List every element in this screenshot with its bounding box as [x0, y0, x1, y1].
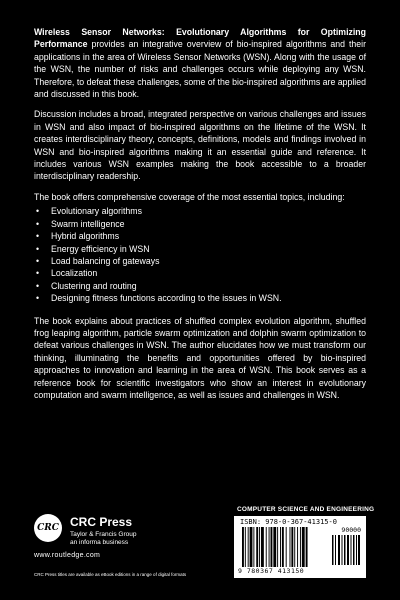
topic-item: • Energy efficiency in WSN — [34, 243, 366, 255]
topic-item: • Evolutionary algorithms — [34, 205, 366, 217]
subject-category: COMPUTER SCIENCE AND ENGINEERING — [237, 506, 375, 513]
topics-intro: The book offers comprehensive coverage of the most essential topics, including: — [34, 191, 345, 202]
topic-item: • Swarm intelligence — [34, 218, 366, 230]
logo-text: CRC — [37, 523, 59, 533]
ean-barcode — [242, 527, 330, 567]
discussion-paragraph: Discussion includes a broad, integrated perspective on various challenges and issues in WSN and also impact of bio-inspired algorithms on the lifetime of the WSN. It creates interdisciplinary theory, concepts, definitions, models and findings involved in WSN and bio-inspired algorithms making it an essential guide and reference. It includes various WSN examples making the book accessible to a broader interdisciplinary readership. — [34, 109, 366, 182]
topic-item: • Load balancing of gateways — [34, 255, 366, 267]
group-line-1: Taylor & Francis Group — [70, 531, 137, 538]
price-addon: 90000 — [341, 526, 361, 534]
publisher-website: www.routledge.com — [34, 552, 101, 559]
publisher-name: CRC Press — [70, 515, 133, 529]
group-line-2: an informa business — [70, 539, 129, 546]
isbn-number: ISBN: 978-0-367-41315-0 — [240, 518, 337, 526]
addon-barcode — [332, 535, 360, 565]
ean-digits: 9 780367 413150 — [238, 567, 305, 575]
practices-paragraph: The book explains about practices of shuffled complex evolution algorithm, shuffled frog leaping algorithm, particle swarm optimization and dolphin swarm optimization to defeat various challenges in WSN. The author elucidates how we must transform our thinking, illuminating the benefits and opportunities offered by bio-inspired approaches to innovation and learning in the area of WSN. This book serves as a reference book for scientific investigators who show an interest in evolutionary computation and swarm intelligence, as well as issues and challenges in WSN. — [34, 315, 366, 400]
intro-paragraph — [34, 26, 366, 100]
crc-press-logo — [34, 514, 62, 542]
intro-text: provides an integrative overview of bio-inspired algorithms and their applications in the area of Wireless Sensor Networks (WSN). Along with the usage of the WSN, the number of risks and challenges occurs while deploying any WSN. Therefore, to defeat these challenges, some of the bio-inspired algorithms are applied and discussed in this book. — [34, 39, 366, 100]
topic-item: • Clustering and routing — [34, 280, 366, 292]
book-title: Wireless Sensor Networks: Evolutionary Algorithms for Optimizing Performance — [34, 27, 366, 50]
back-cover-text — [34, 26, 366, 409]
topic-item: • Localization — [34, 267, 366, 279]
barcode-box — [234, 516, 366, 578]
topic-item: • Designing fitness functions according to the issues in WSN. — [34, 292, 366, 304]
topic-item: • Hybrid algorithms — [34, 230, 366, 242]
publisher-group — [70, 531, 136, 547]
topics-list — [34, 205, 366, 304]
ebook-footnote: CRC Press titles are available as eBook editions in a range of digital formats — [34, 572, 187, 577]
publisher-block — [34, 508, 164, 558]
